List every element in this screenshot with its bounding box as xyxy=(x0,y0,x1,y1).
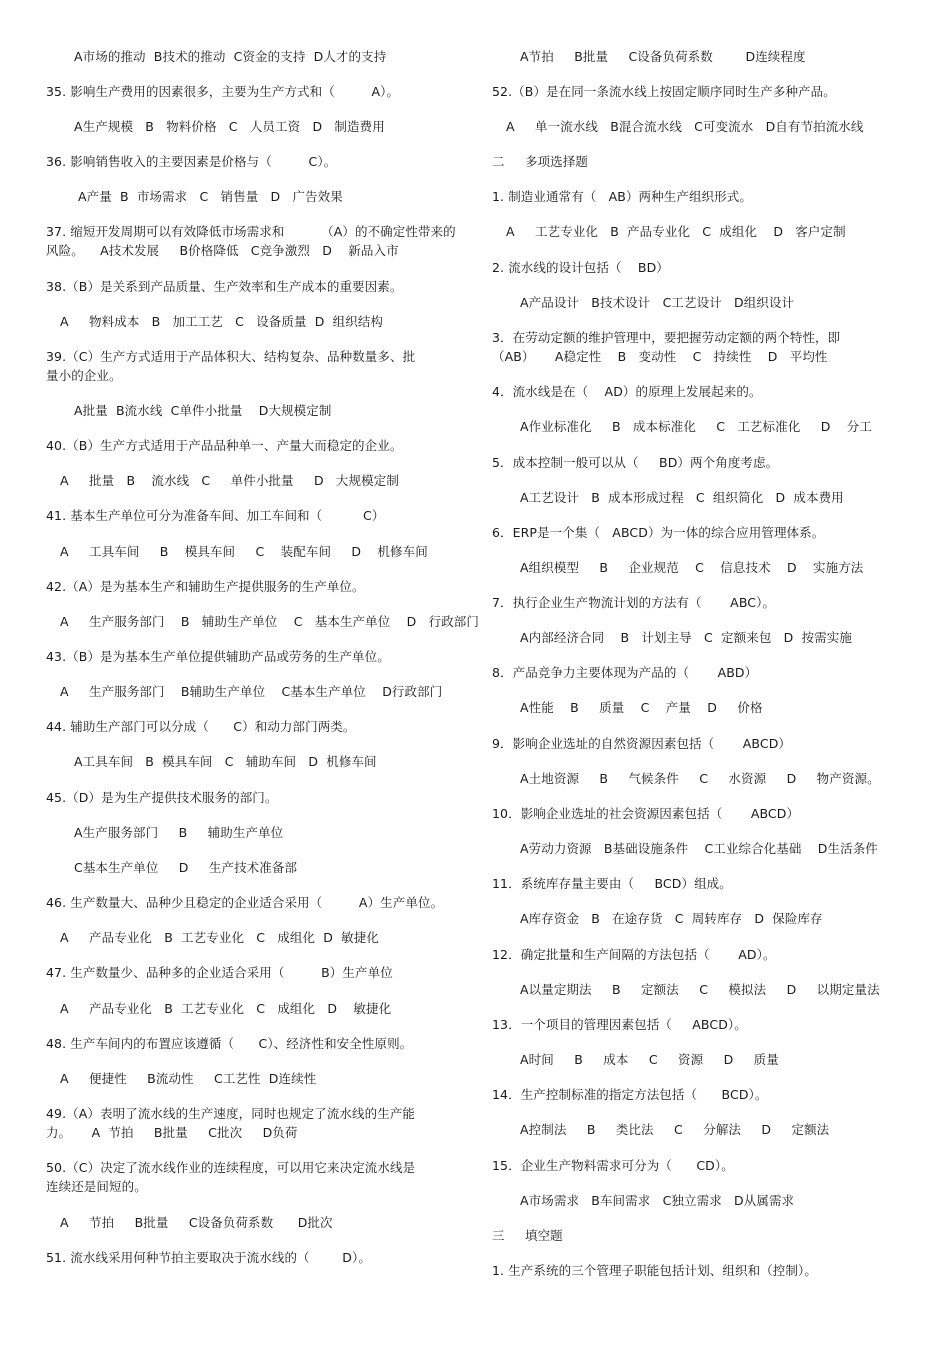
left-text-line: 51. 流水线采用何种节拍主要取决于流水线的（ D）。 xyxy=(46,1250,371,1265)
left-text-line: 41. 基本生产单位可分为准备车间、加工车间和（ C） xyxy=(46,508,385,523)
left-text-line: A 生产服务部门 B辅助生产单位 C基本生产单位 D行政部门 xyxy=(60,684,443,699)
left-text-line: 36. 影响销售收入的主要因素是价格与（ C）。 xyxy=(46,154,337,169)
right-text-line: 9．影响企业选址的自然资源因素包括（ ABCD） xyxy=(492,736,792,751)
right-text-line: 5．成本控制一般可以从（ BD）两个角度考虑。 xyxy=(492,455,779,470)
left-text-line: 46. 生产数量大、品种少且稳定的企业适合采用（ A）生产单位。 xyxy=(46,895,444,910)
left-text-line: A 产品专业化 B 工艺专业化 C 成组化 D 敏捷化 xyxy=(60,930,379,945)
right-text-line: A土地资源 B 气候条件 C 水资源 D 物产资源。 xyxy=(520,771,880,786)
left-text-line: A 节拍 B批量 C设备负荷系数 D批次 xyxy=(60,1215,333,1230)
right-text-line: A内部经济合同 B 计划主导 C 定额来包 D 按需实施 xyxy=(520,630,852,645)
left-text-line: A生产服务部门 B 辅助生产单位 xyxy=(74,825,284,840)
right-text-line: A劳动力资源 B基础设施条件 C工业综合化基础 D生活条件 xyxy=(520,841,878,856)
left-text-line: 风险。 A技术发展 B价格降低 C竞争激烈 D 新品入市 xyxy=(46,243,399,258)
right-text-line: A节拍 B批量 C设备负荷系数 D连续程度 xyxy=(520,49,806,64)
left-text-line: 连续还是间短的。 xyxy=(46,1179,147,1194)
left-text-line: 49.（A）表明了流水线的生产速度，同时也规定了流水线的生产能 xyxy=(46,1106,416,1121)
right-text-line: 1. 制造业通常有（ AB）两种生产组织形式。 xyxy=(492,189,752,204)
right-text-line: 10．影响企业选址的社会资源因素包括（ ABCD） xyxy=(492,806,800,821)
left-text-line: 力。 A 节拍 B批量 C批次 D负荷 xyxy=(46,1125,298,1140)
left-text-line: 35. 影响生产费用的因素很多，主要为生产方式和（ A）。 xyxy=(46,84,400,99)
right-text-line: 4．流水线是在（ AD）的原理上发展起来的。 xyxy=(492,384,762,399)
left-text-line: 48. 生产车间内的布置应该遵循（ C）、经济性和安全性原则。 xyxy=(46,1036,413,1051)
left-text-line: 50.（C）决定了流水线作业的连续程度，可以用它来决定流水线是 xyxy=(46,1160,416,1175)
right-text-line: 3．在劳动定额的维护管理中，要把握劳动定额的两个特性，即 xyxy=(492,330,841,345)
left-text-line: 47. 生产数量少、品种多的企业适合采用（ B）生产单位 xyxy=(46,965,393,980)
right-text-line: 7．执行企业生产物流计划的方法有（ ABC）。 xyxy=(492,595,776,610)
left-text-line: 量小的企业。 xyxy=(46,368,122,383)
right-text-line: A产品设计 B技术设计 C工艺设计 D组织设计 xyxy=(520,295,795,310)
left-text-line: 44. 辅助生产部门可以分成（ C）和动力部门两类。 xyxy=(46,719,356,734)
left-text-line: A 产品专业化 B 工艺专业化 C 成组化 D 敏捷化 xyxy=(60,1001,392,1016)
left-text-line: A 工具车间 B 模具车间 C 装配车间 D 机修车间 xyxy=(60,544,428,559)
left-text-line: A 批量 B 流水线 C 单件小批量 D 大规模定制 xyxy=(60,473,399,488)
right-text-line: A以量定期法 B 定额法 C 模拟法 D 以期定量法 xyxy=(520,982,880,997)
right-text-line: 14．生产控制标准的指定方法包括（ BCD）。 xyxy=(492,1087,768,1102)
left-text-line: A工具车间 B 模具车间 C 辅助车间 D 机修车间 xyxy=(74,754,377,769)
right-text-line: 13．一个项目的管理因素包括（ ABCD）。 xyxy=(492,1017,747,1032)
right-text-line: 1. 生产系统的三个管理子职能包括计划、组织和（控制）。 xyxy=(492,1263,817,1278)
right-text-line: （AB） A稳定性 B 变动性 C 持续性 D 平均性 xyxy=(492,349,828,364)
right-text-line: A库存资金 B 在途存货 C 周转库存 D 保险库存 xyxy=(520,911,823,926)
right-text-line: 15．企业生产物料需求可分为（ CD）。 xyxy=(492,1158,734,1173)
right-text-line: 2. 流水线的设计包括（ BD） xyxy=(492,260,669,275)
right-text-line: A性能 B 质量 C 产量 D 价格 xyxy=(520,700,763,715)
left-text-line: C基本生产单位 D 生产技术准备部 xyxy=(74,860,298,875)
right-text-line: 11．系统库存量主要由（ BCD）组成。 xyxy=(492,876,732,891)
right-text-line: 52.（B）是在同一条流水线上按固定顺序同时生产多种产品。 xyxy=(492,84,836,99)
right-text-line: A组织模型 B 企业规范 C 信息技术 D 实施方法 xyxy=(520,560,864,575)
left-text-line: 40.（B）生产方式适用于产品品种单一、产量大而稳定的企业。 xyxy=(46,438,403,453)
right-text-line: A作业标准化 B 成本标准化 C 工艺标准化 D 分工 xyxy=(520,419,872,434)
right-text-line: A 工艺专业化 B 产品专业化 C 成组化 D 客户定制 xyxy=(506,224,846,239)
left-text-line: A批量 B流水线 C单件小批量 D大规模定制 xyxy=(74,403,332,418)
right-text-line: 二 多项选择题 xyxy=(492,154,588,169)
left-text-line: 37. 缩短开发周期可以有效降低市场需求和 （A）的不确定性带来的 xyxy=(46,224,456,239)
right-text-line: A 单一流水线 B混合流水线 C可变流水 D自有节拍流水线 xyxy=(506,119,864,134)
right-text-line: A控制法 B 类比法 C 分解法 D 定额法 xyxy=(520,1122,830,1137)
left-text-line: A产量 B 市场需求 C 销售量 D 广告效果 xyxy=(78,189,343,204)
left-text-line: 45.（D）是为生产提供技术服务的部门。 xyxy=(46,790,278,805)
left-text-line: A市场的推动 B技术的推动 C资金的支持 D人才的支持 xyxy=(74,49,387,64)
left-text-line: 43.（B）是为基本生产单位提供辅助产品或劳务的生产单位。 xyxy=(46,649,390,664)
left-text-line: 42.（A）是为基本生产和辅助生产提供服务的生产单位。 xyxy=(46,579,365,594)
left-text-line: A 便捷性 B流动性 C工艺性 D连续性 xyxy=(60,1071,317,1086)
left-text-line: A 生产服务部门 B 辅助生产单位 C 基本生产单位 D 行政部门 xyxy=(60,614,479,629)
right-text-line: A工艺设计 B 成本形成过程 C 组织简化 D 成本费用 xyxy=(520,490,844,505)
right-text-line: 12．确定批量和生产间隔的方法包括（ AD）。 xyxy=(492,947,776,962)
left-text-line: A生产规模 B 物料价格 C 人员工资 D 制造费用 xyxy=(74,119,385,134)
left-text-line: 39.（C）生产方式适用于产品体积大、结构复杂、品种数量多、批 xyxy=(46,349,416,364)
right-text-line: A时间 B 成本 C 资源 D 质量 xyxy=(520,1052,779,1067)
right-text-line: 三 填空题 xyxy=(492,1228,563,1243)
left-text-line: A 物料成本 B 加工工艺 C 设备质量 D 组织结构 xyxy=(60,314,384,329)
right-text-line: 8．产品竞争力主要体现为产品的（ ABD） xyxy=(492,665,758,680)
right-text-line: 6．ERP是一个集（ ABCD）为一体的综合应用管理体系。 xyxy=(492,525,825,540)
right-text-line: A市场需求 B车间需求 C独立需求 D从属需求 xyxy=(520,1193,795,1208)
left-text-line: 38.（B）是关系到产品质量、生产效率和生产成本的重要因素。 xyxy=(46,279,403,294)
